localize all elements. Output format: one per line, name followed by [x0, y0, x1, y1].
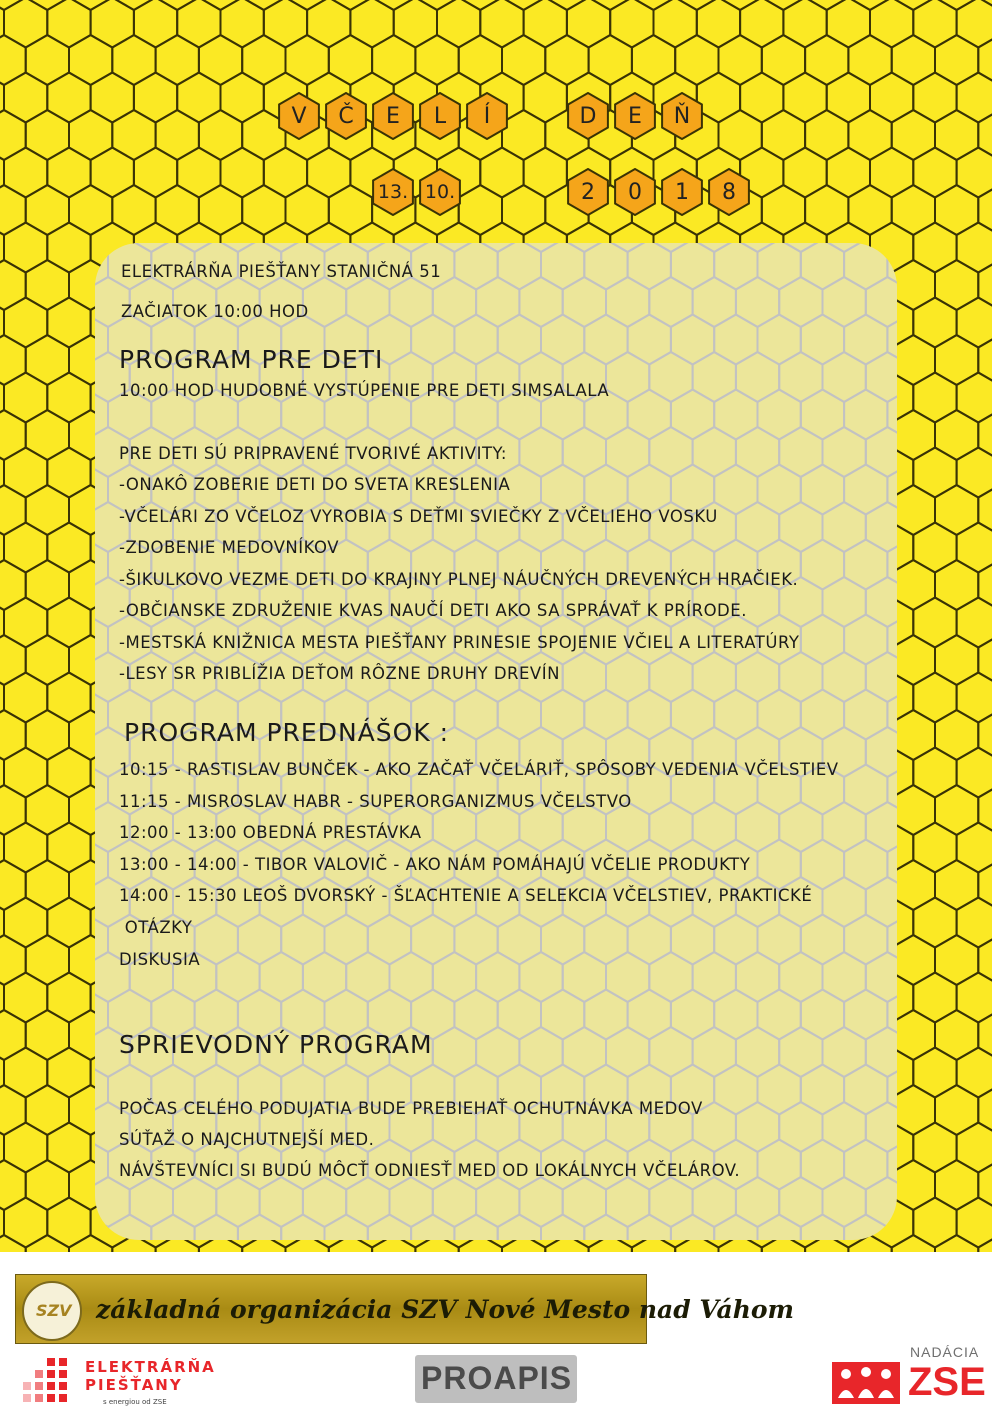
date-month-hex — [419, 168, 461, 216]
proapis-logo-text: PROAPIS — [421, 1360, 573, 1396]
nadacia-zse-logo — [830, 1344, 990, 1414]
zse-text: ZSE — [908, 1360, 986, 1404]
year-digit-hex — [708, 168, 750, 216]
elektrarna-tagline: s energiou od ZSE — [103, 1398, 167, 1406]
title-letter: Č — [338, 103, 354, 129]
nadacia-text: NADÁCIA — [910, 1344, 980, 1360]
kids-program-line: -ONAKÔ ZOBERIE DETI DO SVETA KRESLENIA — [119, 475, 511, 494]
title-letter: L — [433, 103, 447, 129]
title-letter: Ň — [673, 103, 691, 129]
lecture-line: 11:15 - MISROSLAV HABR - SUPERORGANIZMUS VČELSTVO — [119, 792, 632, 811]
title-letter: D — [579, 103, 597, 129]
lecture-line: 12:00 - 13:00 OBEDNÁ PRESTÁVKA — [119, 823, 422, 842]
venue-text: ELEKTRÁRŇA PIEŠŤANY STANIČNÁ 51 — [121, 262, 442, 281]
year-digit-hex — [567, 168, 609, 216]
title-letter-hex — [661, 92, 703, 140]
elektrarna-name — [85, 1358, 216, 1394]
kids-program-line: -ZDOBENIE MEDOVNÍKOV — [119, 538, 340, 557]
lecture-line: OTÁZKY — [119, 918, 193, 937]
elektrarna-name-line-1: ELEKTRÁRŇA — [85, 1358, 216, 1376]
date-day-hex — [372, 168, 414, 216]
elektrarna-name-line-2: PIEŠŤANY — [85, 1376, 183, 1394]
title-letter-hex — [325, 92, 367, 140]
side-program-line: SÚŤAŽ O NAJCHUTNEJŠÍ MED. — [119, 1130, 375, 1149]
lectures-heading: PROGRAM PREDNÁŠOK : — [124, 718, 450, 747]
title-letter-hex — [372, 92, 414, 140]
side-program-line: POČAS CELÉHO PODUJATIA BUDE PREBIEHAŤ OCHUTNÁVKA MEDOV — [119, 1099, 703, 1118]
szv-logo-text: SZV — [36, 1301, 72, 1320]
year-digit-hex — [661, 168, 703, 216]
date-day: 13. — [377, 181, 409, 203]
year-digit: 8 — [722, 179, 736, 205]
title-letter-hex — [466, 92, 508, 140]
title-letter: Í — [483, 103, 491, 129]
kids-program-line: -ŠIKULKOVO VEZME DETI DO KRAJINY PLNEJ NÁUČNÝCH DREVENÝCH HRAČIEK. — [119, 570, 799, 589]
szv-banner — [15, 1274, 794, 1344]
title-letter: E — [628, 103, 642, 129]
zse-figures-icon — [832, 1358, 902, 1406]
szv-bee-logo — [22, 1281, 82, 1341]
proapis-logo — [415, 1355, 577, 1403]
side-program-line: NÁVŠTEVNÍCI SI BUDÚ MÔCŤ ODNIESŤ MED OD LOKÁLNYCH VČELÁROV. — [119, 1161, 741, 1180]
title-letter-hex — [278, 92, 320, 140]
start-time-text: ZAČIATOK 10:00 HOD — [121, 302, 309, 321]
side-program-heading: SPRIEVODNÝ PROGRAM — [119, 1030, 433, 1059]
kids-program-line: -LESY SR PRIBLÍŽIA DEŤOM RÔZNE DRUHY DREVÍN — [119, 664, 560, 683]
title-letter: V — [291, 103, 307, 129]
title-letter-hex — [567, 92, 609, 140]
kids-program-line: -MESTSKÁ KNIŽNICA MESTA PIEŠŤANY PRINESIE SPOJENIE VČIEL A LITERATÚRY — [119, 633, 800, 652]
date-month: 10. — [424, 181, 456, 203]
year-digit: 1 — [675, 179, 689, 205]
lecture-line: 13:00 - 14:00 - TIBOR VALOVIČ - AKO NÁM POMÁHAJÚ VČELIE PRODUKTY — [119, 855, 751, 874]
elektrarna-piestany-logo — [17, 1356, 237, 1406]
kids-program-heading: PROGRAM PRE DETI — [119, 345, 384, 374]
sponsors-footer — [0, 1252, 992, 1417]
lecture-line: 10:15 - RASTISLAV BUNČEK - AKO ZAČAŤ VČELÁRIŤ, SPÔSOBY VEDENIA VČELSTIEV — [119, 760, 839, 779]
year-digit: 0 — [628, 179, 642, 205]
lecture-line: DISKUSIA — [119, 950, 201, 969]
kids-program-line: -OBČIANSKE ZDRUŽENIE KVAS NAUČÍ DETI AKO SA SPRÁVAŤ K PRÍRODE. — [119, 601, 747, 620]
kids-program-line: -VČELÁRI ZO VČELOZ VYROBIA S DEŤMI SVIEČKY Z VČELIEHO VOSKU — [119, 507, 718, 526]
year-digit-hex — [614, 168, 656, 216]
kids-program-line: 10:00 HOD HUDOBNÉ VYSTÚPENIE PRE DETI SIMSALALA — [119, 381, 610, 400]
title-letter-hex — [419, 92, 461, 140]
szv-banner-text: základná organizácia SZV Nové Mesto nad Váhom — [96, 1295, 794, 1324]
title-letter: E — [386, 103, 400, 129]
elektrarna-grid-icon — [17, 1356, 71, 1410]
title-letter-hex — [614, 92, 656, 140]
year-digit: 2 — [581, 179, 595, 205]
kids-program-line: PRE DETI SÚ PRIPRAVENÉ TVORIVÉ AKTIVITY: — [119, 444, 507, 463]
lecture-line: 14:00 - 15:30 LEOŠ DVORSKÝ - ŠĽACHTENIE A SELEKCIA VČELSTIEV, PRAKTICKÉ — [119, 886, 813, 905]
